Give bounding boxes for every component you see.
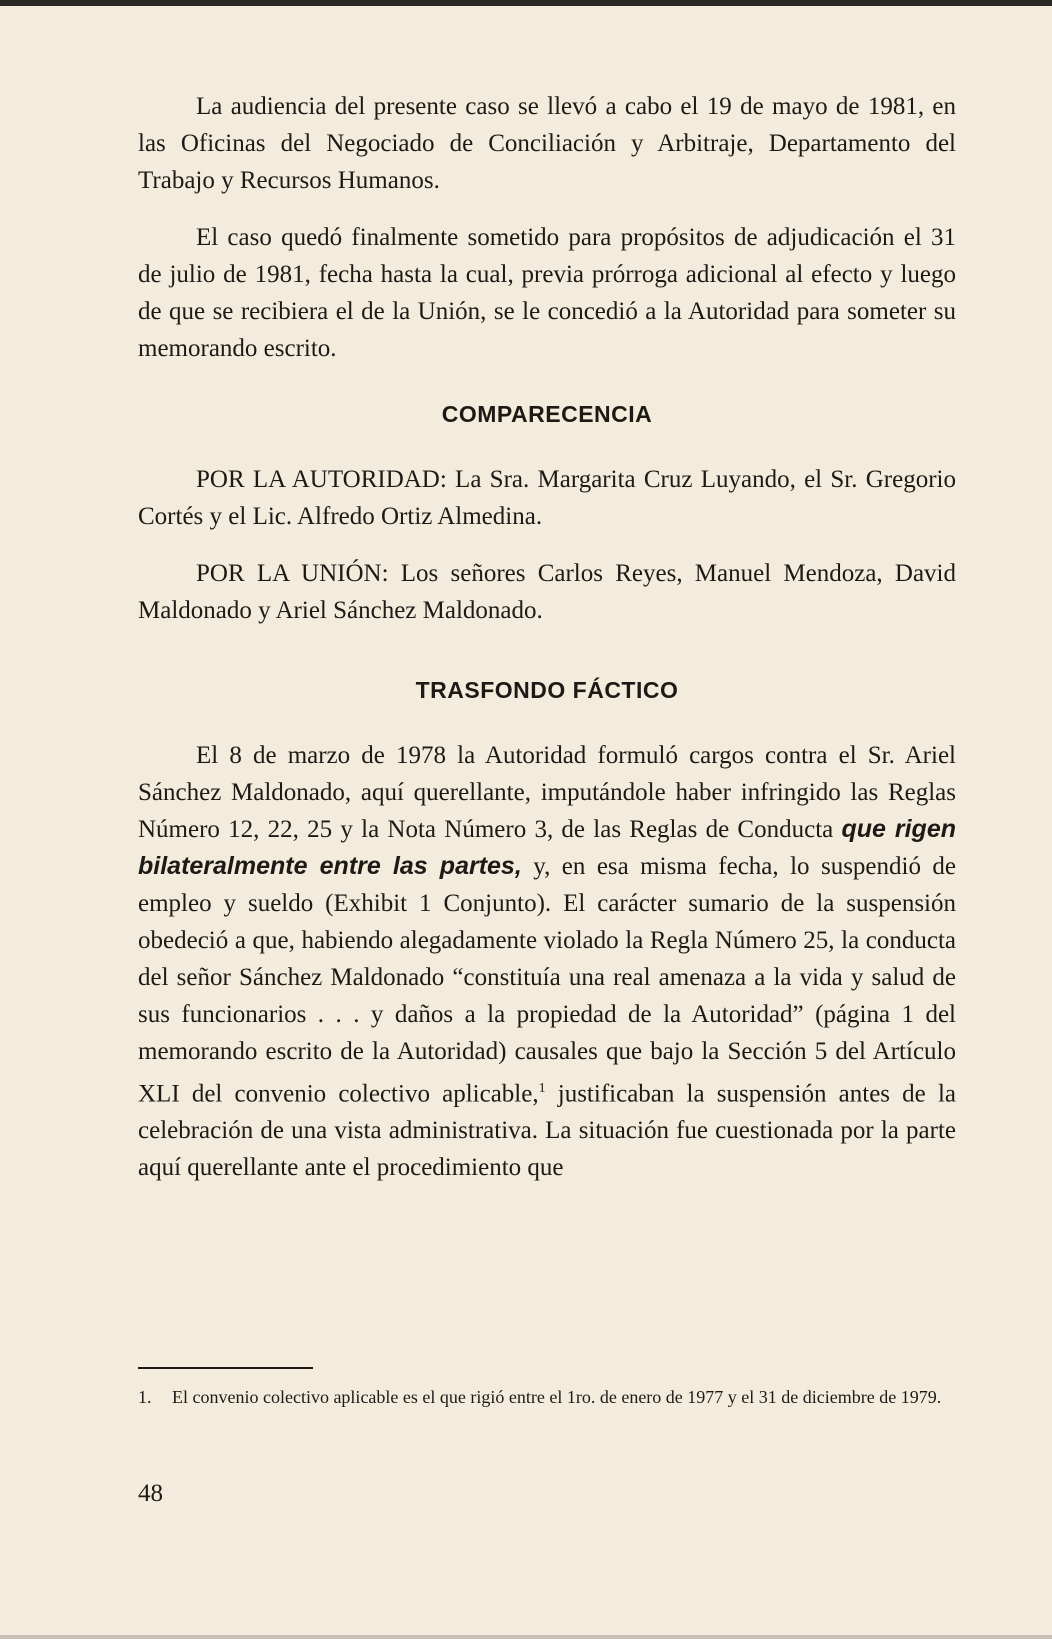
heading-trasfondo-factico: TRASFONDO FÁCTICO (415, 677, 679, 703)
footnote-reference: 1 (538, 1081, 546, 1096)
paragraph-hearing: La audiencia del presente caso se llevó a cabo el 19 de mayo de 1981, en las Oficinas del Negociado de Conciliación y Arbitraje, Departamento del Trabajo y Recursos Humanos. (138, 93, 956, 194)
footnote-divider (138, 1367, 313, 1369)
page-number: 48 (138, 1480, 163, 1507)
footnote (138, 1382, 956, 1413)
trasfondo-text-start: El 8 de marzo de 1978 la Autoridad formuló cargos contra el Sr. Ariel Sánchez Maldonado, aquí querellante, imputándole haber infringido las Reglas Número 12, 22, 25 y la Nota Número 3, de las Reglas de Conducta (138, 742, 956, 843)
document-body (138, 88, 956, 1186)
page-top-edge (0, 0, 1052, 6)
paragraph-submission: El caso quedó finalmente sometido para propósitos de adjudicación el 31 de julio de 1981, fecha hasta la cual, previa prórroga adicional al efecto y luego de que se recibiera el de la Unión, se le concedió a la Autoridad para someter su memorando escrito. (138, 224, 956, 362)
footnote-number: 1. (138, 1387, 152, 1407)
page-bottom-edge (0, 1635, 1052, 1639)
paragraph-por-la-autoridad: POR LA AUTORIDAD: La Sra. Margarita Cruz Luyando, el Sr. Gregorio Cortés y el Lic. Alfredo Ortiz Almedina. (138, 466, 956, 530)
trasfondo-text-end: justificaban la suspensión antes de la celebración de una vista administrativa. La situación fue cuestionada por la parte aquí querellante ante el procedimiento que (138, 1080, 956, 1182)
heading-comparecencia: COMPARECENCIA (441, 401, 653, 427)
trasfondo-text-middle: y, en esa misma fecha, lo suspendió de empleo y sueldo (Exhibit 1 Conjunto). El carácter sumario de la suspensión obedeció a que, habiendo alegadamente violado la Regla Número 25, la conducta del señor Sánchez Maldonado “constituía una real amenaza a la vida y salud de sus funcionarios . . . y daños a la propiedad de la Autoridad” (página 1 del memorando escrito de la Autoridad) causales que bajo la Sección 5 del Artículo XLI del convenio colectivo aplicable, (138, 853, 956, 1108)
footnote-text: El convenio colectivo aplicable es el que rigió entre el 1ro. de enero de 1977 y el 31 de diciembre de 1979. (172, 1387, 942, 1407)
paragraph-por-la-union: POR LA UNIÓN: Los señores Carlos Reyes, Manuel Mendoza, David Maldonado y Ariel Sánchez Maldonado. (138, 560, 956, 624)
trasfondo-emphasis: que rigen bilateralmente entre las partes, (138, 815, 956, 880)
paragraph-trasfondo (138, 737, 956, 1186)
